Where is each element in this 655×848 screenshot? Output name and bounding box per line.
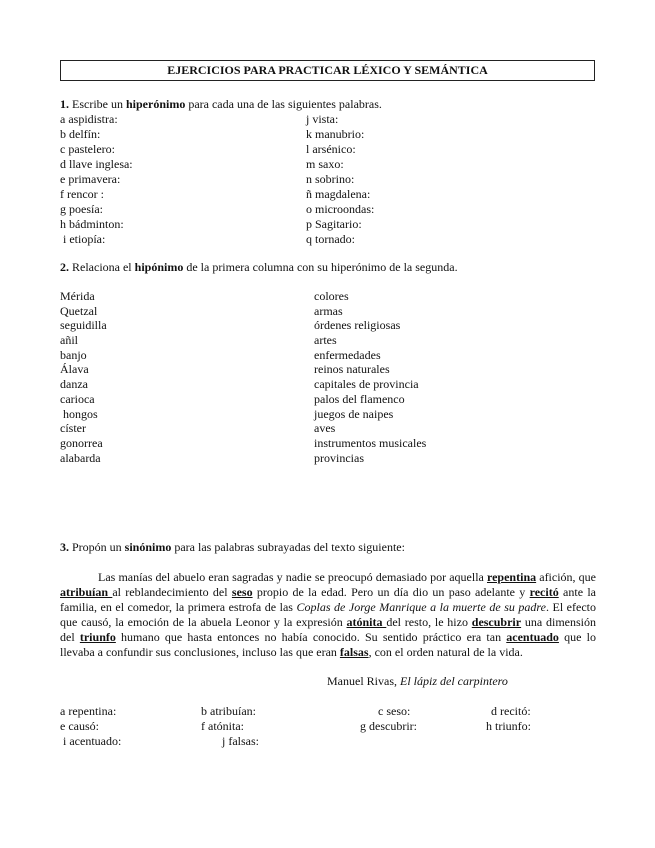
excerpt-text: humano que hasta entonces no había conocido. Su sentido práctico era tan bbox=[115, 630, 507, 644]
list-item: Mérida bbox=[60, 289, 95, 303]
citation-book: El lápiz del carpintero bbox=[400, 674, 508, 688]
excerpt-text: una dimensión del bbox=[60, 615, 597, 644]
list-item: aves bbox=[314, 421, 336, 436]
list-item: ñ magdalena: bbox=[306, 187, 371, 201]
exercise-1-instruction bbox=[60, 97, 382, 112]
list-item: c pastelero: bbox=[60, 142, 115, 156]
list-item: n sobrino: bbox=[306, 172, 355, 186]
underlined-word-recito: recitó bbox=[529, 585, 559, 599]
list-item: b delfín: bbox=[60, 127, 101, 141]
underlined-word-triunfo: triunfo bbox=[79, 630, 116, 644]
list-item: artes bbox=[314, 333, 337, 348]
list-item: hongos bbox=[60, 406, 98, 421]
excerpt-text: afición, que bbox=[536, 570, 596, 584]
list-item: gonorrea bbox=[60, 435, 103, 450]
list-item: órdenes religiosas bbox=[314, 318, 401, 333]
answer-a: a repentina: bbox=[60, 704, 117, 718]
answer-d: d recitó: bbox=[491, 704, 531, 718]
underlined-word-descubrir: descubrir bbox=[471, 615, 522, 629]
list-item: juegos de naipes bbox=[314, 406, 394, 421]
list-item: Álava bbox=[60, 362, 89, 377]
underlined-word-atonita: atónita bbox=[346, 615, 387, 629]
list-item: provincias bbox=[314, 450, 364, 465]
excerpt-text: que lo llevaba a confundir sus conclusiones, incluso las que eran bbox=[60, 630, 596, 659]
list-item: armas bbox=[314, 303, 343, 318]
list-item: f rencor : bbox=[60, 187, 104, 201]
excerpt-text: del resto, le hizo bbox=[386, 615, 472, 629]
exercise-1-left-list bbox=[60, 112, 133, 247]
list-item: o microondas: bbox=[306, 202, 375, 216]
list-item: m saxo: bbox=[306, 157, 344, 171]
answer-i: i acentuado: bbox=[60, 734, 122, 748]
exercise-2-instruction bbox=[60, 260, 458, 275]
exercise-1-pre: Escribe un bbox=[72, 97, 123, 111]
list-item: d llave inglesa: bbox=[60, 157, 133, 171]
underlined-word-acentuado: acentuado bbox=[506, 630, 559, 644]
list-item: alabarda bbox=[60, 450, 101, 465]
exercise-2-pre: Relaciona el bbox=[72, 260, 132, 274]
exercise-3-instruction bbox=[60, 540, 405, 555]
list-item: císter bbox=[60, 421, 86, 436]
list-item: añil bbox=[60, 333, 78, 348]
exercise-3-number: 3. bbox=[60, 540, 69, 554]
list-item: q tornado: bbox=[306, 232, 355, 246]
answer-e: e causó: bbox=[60, 719, 99, 733]
answer-b: b atribuían: bbox=[201, 704, 256, 718]
excerpt-text: , con el orden natural de la vida. bbox=[368, 645, 523, 659]
list-item: i etiopía: bbox=[60, 232, 106, 246]
list-item: instrumentos musicales bbox=[314, 435, 427, 450]
list-item: reinos naturales bbox=[314, 362, 390, 377]
excerpt-text: Las manías del abuelo eran sagradas y nadie se preocupó demasiado por aquella bbox=[98, 570, 487, 584]
list-item: capitales de provincia bbox=[314, 377, 419, 392]
list-item: j vista: bbox=[306, 112, 339, 126]
underlined-word-falsas: falsas bbox=[339, 645, 369, 659]
list-item: a aspidistra: bbox=[60, 112, 118, 126]
exercise-2-number: 2. bbox=[60, 260, 69, 274]
excerpt-text: . El efecto que causó, la emoción de la abuela Leonor y la expresión bbox=[60, 600, 596, 629]
exercise-1-number: 1. bbox=[60, 97, 69, 111]
citation-author: Manuel Rivas, bbox=[327, 674, 397, 688]
exercise-1-keyword: hiperónimo bbox=[125, 97, 186, 111]
list-item: seguidilla bbox=[60, 318, 107, 333]
excerpt-text: propio de la edad. Pero un día dio un paso adelante y bbox=[252, 585, 530, 599]
exercise-1-post: para cada una de las siguientes palabras. bbox=[188, 97, 382, 111]
list-item: e primavera: bbox=[60, 172, 121, 186]
exercise-1-right-list bbox=[306, 112, 374, 247]
list-item: g poesía: bbox=[60, 202, 103, 216]
list-item: banjo bbox=[60, 347, 87, 362]
exercise-3-post: para las palabras subrayadas del texto siguiente: bbox=[174, 540, 405, 554]
answer-h: h triunfo: bbox=[486, 719, 531, 733]
exercise-2-hypernym-list bbox=[314, 289, 426, 465]
exercise-2-keyword: hipónimo bbox=[134, 260, 184, 274]
underlined-word-atribuian: atribuían bbox=[60, 585, 113, 599]
exercise-2-post: de la primera columna con su hiperónimo de la segunda. bbox=[186, 260, 458, 274]
list-item: carioca bbox=[60, 391, 95, 406]
list-item: p Sagitario: bbox=[306, 217, 362, 231]
excerpt-text: ante la familia, en el comedor, la primera estrofa de las bbox=[60, 585, 596, 614]
list-item: Quetzal bbox=[60, 303, 98, 318]
answer-g: g descubrir: bbox=[360, 719, 417, 733]
answer-j: j falsas: bbox=[222, 734, 259, 748]
excerpt-paragraph bbox=[60, 570, 596, 660]
excerpt-text: al reblandecimiento del bbox=[112, 585, 232, 599]
answer-f: f atónita: bbox=[201, 719, 244, 733]
citation bbox=[327, 674, 508, 689]
list-item: h bádminton: bbox=[60, 217, 124, 231]
list-item: k manubrio: bbox=[306, 127, 365, 141]
list-item: l arsénico: bbox=[306, 142, 356, 156]
list-item: enfermedades bbox=[314, 347, 381, 362]
underlined-word-seso: seso bbox=[231, 585, 253, 599]
excerpt-italic-title: Coplas de Jorge Manrique a la muerte de su padre bbox=[296, 600, 546, 614]
list-item: danza bbox=[60, 377, 88, 392]
list-item: palos del flamenco bbox=[314, 391, 405, 406]
page-title: EJERCICIOS PARA PRACTICAR LÉXICO Y SEMÁNTICA bbox=[60, 60, 595, 81]
answer-c: c seso: bbox=[378, 704, 411, 718]
underlined-word-repentina: repentina bbox=[487, 570, 537, 584]
exercise-3-pre: Propón un bbox=[72, 540, 122, 554]
list-item: colores bbox=[314, 289, 349, 303]
exercise-2-hyponym-list bbox=[60, 289, 107, 465]
exercise-3-keyword: sinónimo bbox=[124, 540, 172, 554]
